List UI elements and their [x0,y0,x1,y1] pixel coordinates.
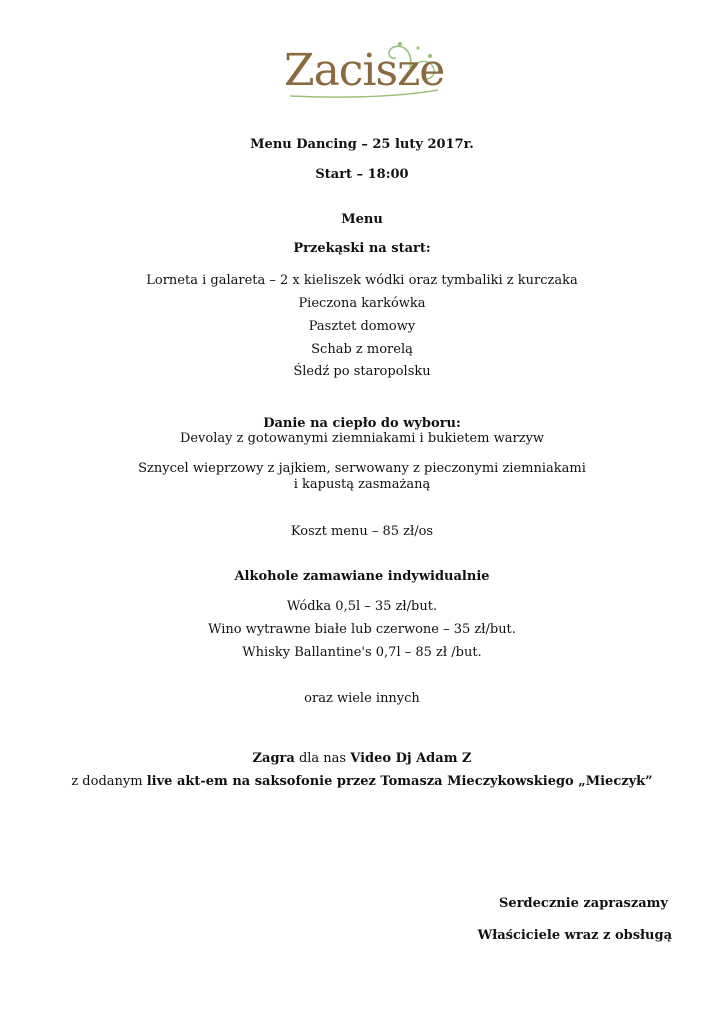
dj-line-text: dla nas [294,751,351,766]
starter-item: Schab z morelą [311,342,413,357]
alcohol-item: Whisky Ballantine's 0,7l – 85 zł /but. [242,645,482,660]
alcohol-heading: Alkohole zamawiane indywidualnie [234,569,490,584]
zacisze-logo [282,38,445,104]
more-options: oraz wiele innych [304,691,420,706]
start-time: Start – 18:00 [315,167,409,182]
alcohol-item: Wino wytrawne białe lub czerwone – 35 zł/but. [208,622,516,637]
alcohol-item: Wódka 0,5l – 35 zł/but. [286,599,438,614]
signature: Właściciele wraz z obsługą [477,928,672,943]
hot-dish-heading: Danie na ciepło do wyboru: [263,416,461,431]
event-title: Menu Dancing – 25 luty 2017r. [250,137,474,152]
invitation: Serdecznie zapraszamy [499,896,668,911]
starter-item: Śledź po staropolsku [293,364,431,379]
dj-name: Video Dj Adam Z [350,751,472,766]
dj-line [0,751,724,767]
hot-dish-option-continued: i kapustą zasmażaną [293,477,431,492]
menu-price: Koszt menu – 85 zł/os [290,524,434,539]
starter-item: Pieczona karkówka [298,296,426,311]
saxophone-performer: live akt-em na saksofonie przez Tomasza Mieczykowskiego „Mieczyk” [146,774,653,789]
menu-heading: Menu [341,212,383,227]
dj-line-bold-1: Zagra [252,751,295,766]
hot-dish-option: Sznycel wieprzowy z jajkiem, serwowany z pieczonymi ziemniakami [138,461,586,476]
hot-dish-option: Devolay z gotowanymi ziemniakami i bukietem warzyw [179,431,545,446]
saxophone-line [0,774,724,790]
starters-heading: Przekąski na start: [293,241,431,256]
logo-wordmark: Zacisze [284,45,445,96]
starter-item: Lorneta i galareta – 2 x kieliszek wódki oraz tymbaliki z kurczaka [146,273,578,288]
saxophone-line-text: z dodanym [71,774,147,789]
starter-item: Pasztet domowy [308,319,416,334]
